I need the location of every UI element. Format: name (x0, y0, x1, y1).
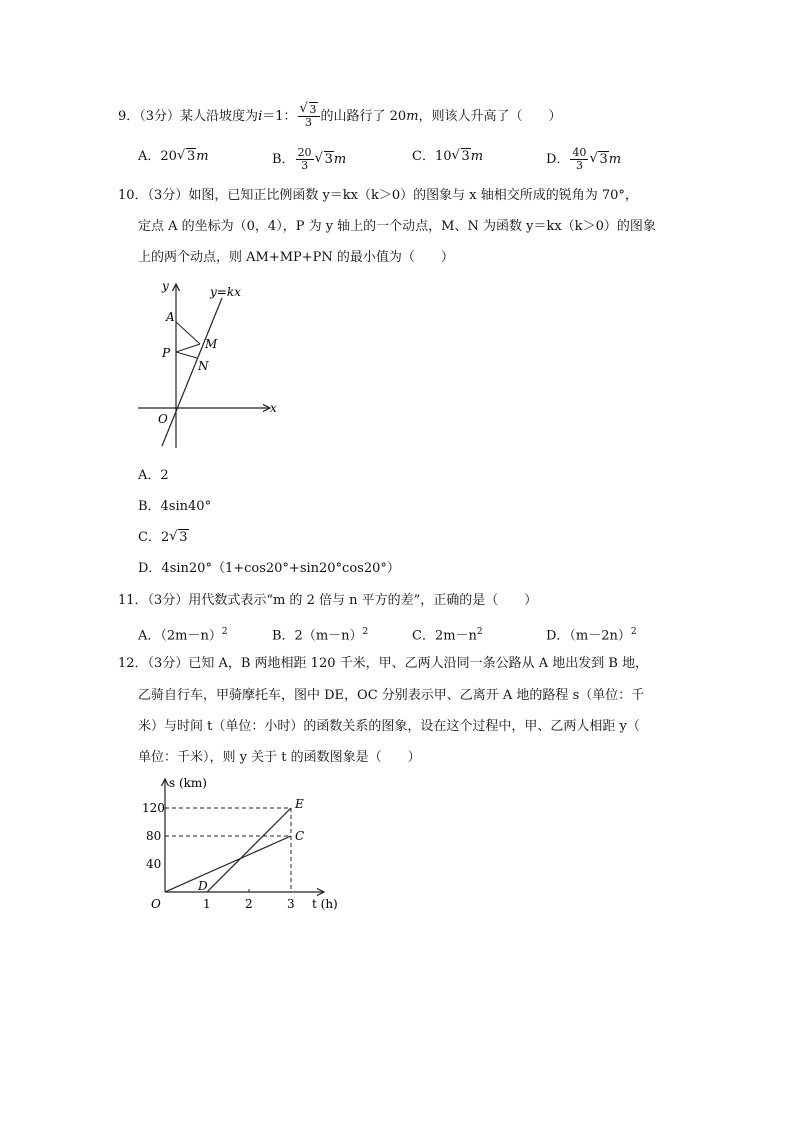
q12-line-de (207, 808, 291, 892)
q10-x-label: x (270, 401, 277, 415)
q9-stem: 9．（3分）某人沿坡度为i＝1： √ $\frac{3}{3}$ 的山路行了 20m，则该人升高了（ ） (118, 104, 562, 129)
q10-option-d[interactable]: D．4sin20°（1+cos20°+sin20°cos20°） (138, 561, 400, 576)
q11-option-d[interactable]: D．$(m-2n)^2$ (546, 627, 637, 644)
q12-x-tick-3: 3 (287, 897, 295, 911)
q9-slope-fraction: √ $\frac{3}{3}$ (298, 104, 320, 129)
q11-option-b[interactable]: B．$2(m-n)^2$ (272, 627, 369, 644)
q10-origin: O (158, 412, 168, 426)
q10-stem-line3: 上的两个动点，则 AM+MP+PN 的最小值为（ ） (138, 250, 454, 265)
q10-point-n: N (198, 359, 209, 373)
q11-stem: 11．（3分）用代数式表示“m 的 2 倍与 n 平方的差”，正确的是（ ） (118, 593, 538, 608)
q10-option-b[interactable]: B．4sin40° (138, 499, 212, 514)
q12-figure (138, 775, 358, 915)
q10-line-label: y=kx (210, 285, 241, 299)
q10-figure (130, 278, 290, 453)
q10-point-a: A (166, 310, 175, 324)
q12-stem-line2: 乙骑自行车，甲骑摩托车，图中 DE，OC 分别表示甲、乙离开 A 地的路程 s（单位：千 (138, 688, 645, 703)
q10-stem-line1: 10．（3分）如图，已知正比例函数 y＝kx（k＞0）的图象与 x 轴相交所成的锐角为 70°， (118, 188, 638, 203)
q11-number: 11．（3分） (118, 593, 189, 608)
q10-point-m: M (205, 337, 218, 351)
q12-stem-line3: 米）与时间 t（单位：小时）的函数关系的图象，设在这个过程中，甲、乙两人相距 y（ (138, 719, 640, 734)
q12-x-tick-1: 1 (203, 897, 211, 911)
q12-origin: O (151, 897, 161, 911)
q9-option-d[interactable]: D． $\frac{40}{3}$ √ 3m (546, 147, 621, 172)
q12-y-label: s (km) (169, 776, 207, 790)
q12-line-oc (165, 836, 291, 892)
q10-segment-am (176, 322, 200, 344)
q12-point-c: C (295, 829, 305, 843)
q12-x-tick-2: 2 (245, 897, 253, 911)
q10-point-p: P (162, 346, 171, 360)
q10-number: 10．（3分） (118, 188, 189, 203)
q12-y-tick-120: 120 (142, 801, 165, 815)
q9-option-c[interactable]: C．10√ 3m (412, 147, 483, 167)
q10-stem-line2: 定点 A 的坐标为（0，4），P 为 y 轴上的一个动点，M、N 为函数 y＝kx（k＞0）的图象 (138, 219, 656, 234)
q12-point-e: E (295, 797, 304, 811)
q11-option-c[interactable]: C．$2m-n^2$ (412, 627, 483, 644)
q11-option-a[interactable]: A．$(2m-n)^2$ (138, 627, 228, 644)
q10-option-c[interactable]: C．2√ 3 (138, 528, 189, 548)
q10-segment-pm (176, 344, 200, 352)
q12-stem-line4: 单位：千米），则 y 关于 t 的函数图象是（ ） (138, 750, 421, 765)
q12-stem-line1: 12．（3分）已知 A，B 两地相距 120 千米，甲、乙两人沿同一条公路从 A 地出发到 B 地， (118, 656, 649, 671)
q9-number: 9．（3分） (118, 109, 181, 124)
q10-segment-pn (176, 352, 197, 358)
q10-y-label: y (162, 279, 169, 293)
q12-y-tick-40: 40 (146, 857, 162, 871)
q12-point-d: D (198, 879, 208, 893)
q12-x-label: t (h) (312, 897, 338, 911)
q9-option-b[interactable]: B． $\frac{20}{3}$ √ 3m (272, 147, 346, 172)
q9-option-a[interactable]: A．20√ 3m (138, 147, 209, 167)
q12-y-tick-80: 80 (146, 829, 162, 843)
q10-option-a[interactable]: A．2 (138, 468, 169, 483)
q12-number: 12．（3分） (118, 656, 189, 671)
